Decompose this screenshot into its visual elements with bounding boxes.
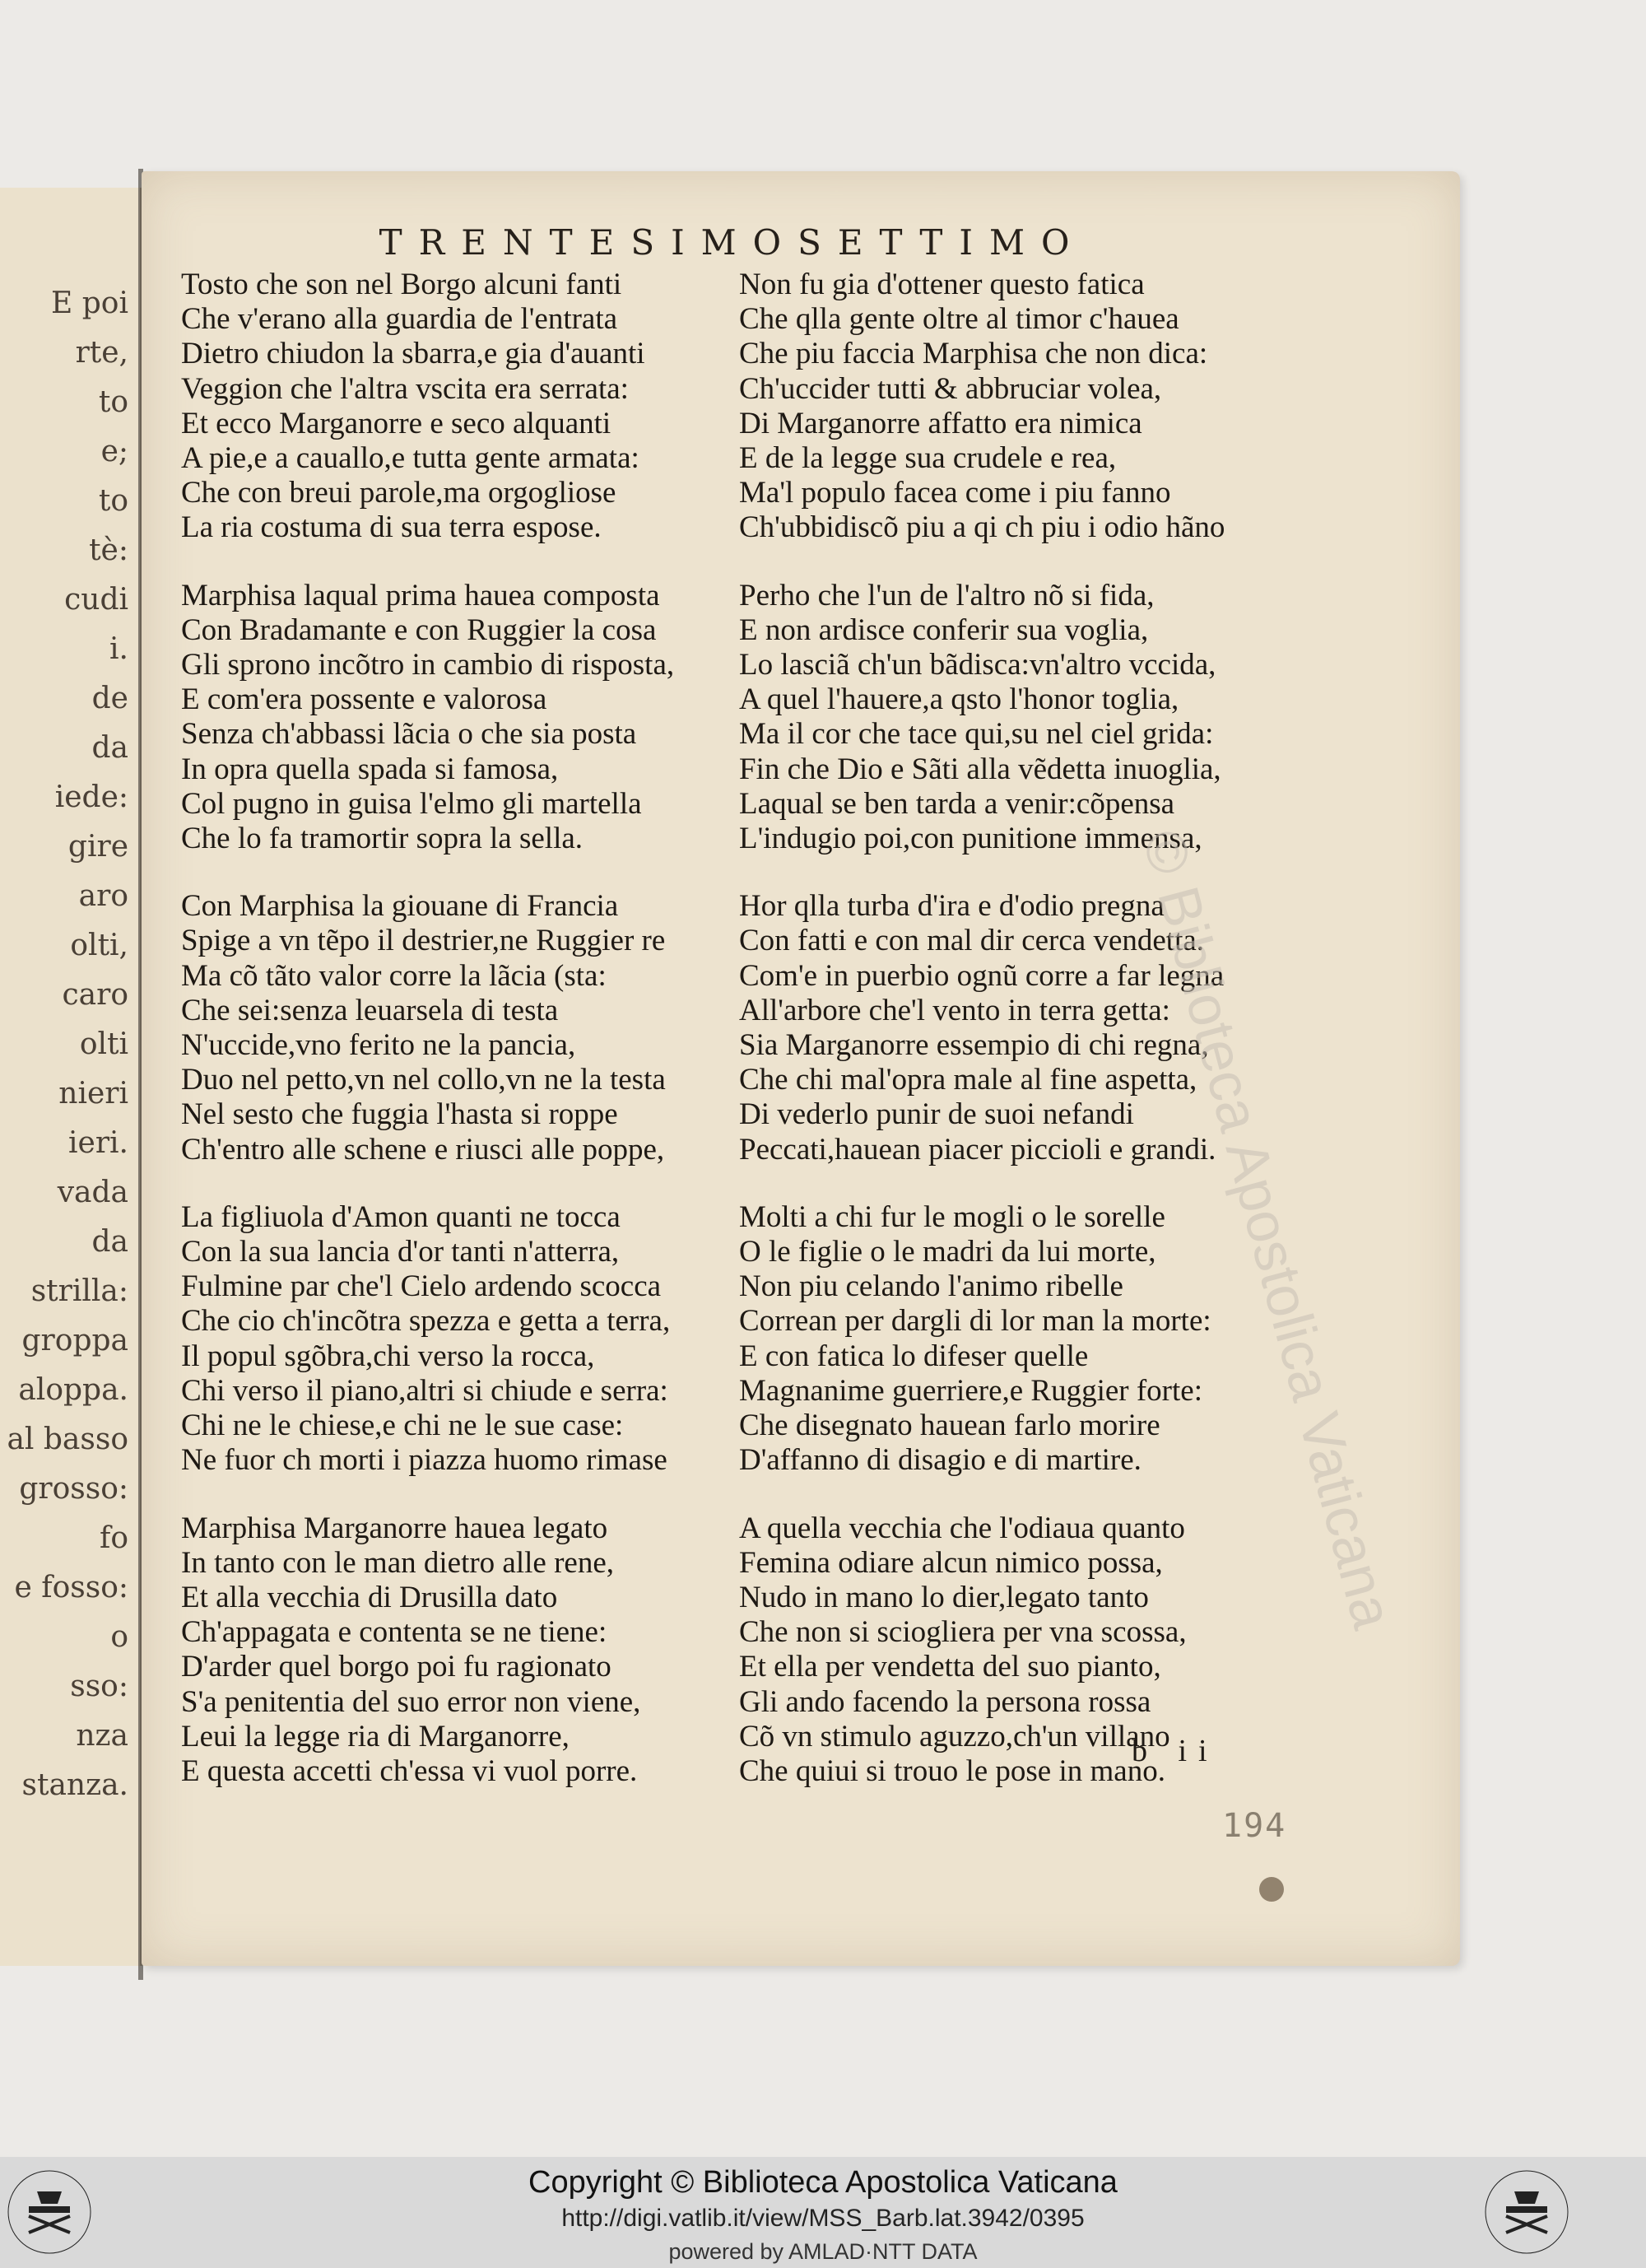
verse-line: Con Marphisa la giouane di Francia [181,889,619,924]
verse-line: E com'era possente e valorosa [181,682,547,717]
verse-line: D'arder quel borgo poi fu ragionato [181,1650,611,1684]
stanza [739,1511,1315,1790]
stanza [739,1200,1315,1479]
left-page-line-fragment: gire [67,830,128,864]
verse-line: Dietro chiudon la sbarra,e gia d'auanti [181,337,645,371]
vatican-library-logo-right [1481,2167,1572,2257]
left-page-line-fragment: ieri. [68,1126,128,1160]
verse-line: Con la sua lancia d'or tanti n'atterra, [181,1235,620,1269]
verse-line: Non piu celando l'animo ribelle [739,1269,1123,1304]
verse-line: Che qlla gente oltre al timor c'hauea [739,302,1179,337]
watermark: © Biblioteca Apostolica Vaticana [1130,823,1406,1636]
verse-line: Ch'uccider tutti & abbruciar volea, [739,371,1162,406]
verse-line: L'indugio poi,con punitione immensa, [739,822,1202,856]
verse-line: E de la legge sua crudele e rea, [739,441,1117,476]
verse-line: Et alla vecchia di Drusilla dato [181,1580,558,1614]
source-url[interactable]: http://digi.vatlib.it/view/MSS_Barb.lat.3942/0395 [561,2205,1085,2232]
left-page-line-fragment: o [110,1620,128,1654]
verse-line: Ch'entro alle schene e riusci alle poppe, [181,1132,665,1167]
left-page-line-fragment: caro [62,978,128,1012]
verse-line: Sia Marganorre essempio di chi regna, [739,1028,1209,1063]
verse-line: Cõ vn stimulo aguzzo,ch'un villano [739,1719,1170,1753]
left-page-line-fragment: grosso: [19,1472,128,1506]
left-page-line-fragment: fo [100,1521,128,1555]
stanza [181,1200,757,1479]
left-page-line-fragment: sso: [70,1670,128,1703]
left-page-line-fragment: i. [109,632,128,666]
verse-line: In opra quella spada si famosa, [181,752,559,786]
left-page-line-fragment: e fosso: [14,1571,128,1604]
verse-line: Magnanime guerriere,e Ruggier forte: [739,1373,1202,1408]
verse-line: Ch'appagata e contenta se ne tiene: [181,1615,607,1650]
verse-line: Nel sesto che fuggia l'hasta si roppe [181,1097,618,1132]
verse-line: Che sei:senza leuarsela di testa [181,993,559,1027]
verse-line: All'arbore che'l vento in terra getta: [739,993,1170,1027]
papal-keys-icon [1481,2167,1572,2257]
verse-line: D'affanno di disagio e di martire. [739,1443,1142,1478]
verse-line: Laqual se ben tarda a venir:cõpensa [739,786,1175,821]
verse-line: In tanto con le man dietro alle rene, [181,1545,615,1580]
verse-line: Che piu faccia Marphisa che non dica: [739,337,1208,371]
left-page-line-fragment: rte, [75,336,128,370]
folio-number: 194 [1222,1807,1287,1845]
verse-line: Tosto che son nel Borgo alcuni fanti [181,268,622,301]
verse-line: Nudo in mano lo dier,legato tanto [739,1580,1149,1614]
running-head: TRENTESIMOSETTIMO [379,222,1086,263]
left-page-line-fragment: E poi [51,286,128,320]
verse-line: Et ella per vendetta del suo pianto, [739,1650,1161,1684]
verse-line: Fin che Dio e Sãti alla vẽdetta inuoglia, [739,752,1221,786]
verse-line: Femina odiare alcun nimico possa, [739,1545,1163,1580]
verse-line: Et ecco Marganorre e seco alquanti [181,406,611,440]
signature-mark: b ii [1132,1734,1219,1768]
stanza [181,268,757,546]
verse-line: A quel l'hauere,a qsto l'honor toglia, [739,682,1179,717]
verse-line: A pie,e a cauallo,e tutta gente armata: [181,441,639,476]
verse-line: O le figlie o le madri da lui morte, [739,1235,1156,1269]
verse-line: A quella vecchia che l'odiaua quanto [739,1511,1185,1545]
stanza [181,1511,757,1790]
verse-line: Molti a chi fur le mogli o le sorelle [739,1199,1165,1234]
verse-line: Di vederlo punir de suoi nefandi [739,1097,1134,1132]
stanza [739,268,1315,546]
verse-line: Marphisa laqual prima hauea composta [181,578,660,612]
left-page-line-fragment: strilla: [30,1274,128,1308]
left-page-line-fragment: al basso [7,1423,128,1456]
verse-line: E questa accetti ch'essa vi vuol porre. [181,1753,638,1788]
verse-line: Ch'ubbidiscõ piu a qi ch piu i odio hãno [739,510,1225,545]
verse-line: Che chi mal'opra male al fine aspetta, [739,1063,1197,1097]
left-page-line-fragment: da [91,731,128,765]
left-page-line-fragment: stanza. [21,1768,128,1802]
verse-line: Chi ne le chiese,e chi ne le sue case: [181,1409,624,1443]
verse-line: Che v'erano alla guardia de l'entrata [181,302,618,337]
verse-line: Hor qlla turba d'ira e d'odio pregna [739,889,1165,924]
verse-line: Con fatti e con mal dir cerca vendetta. [739,924,1205,958]
verse-line: N'uccide,vno ferito ne la pancia, [181,1028,576,1063]
verse-line: Lo lasciã ch'un bãdisca:vn'altro vccida, [739,648,1216,682]
verse-line: E non ardisce conferir sua voglia, [739,612,1149,647]
ink-stain [1259,1877,1284,1902]
left-page-line-fragment: aloppa. [18,1373,128,1407]
left-page-line-fragment: iede: [54,780,128,814]
verse-line: Peccati,hauean piacer piccioli e grandi. [739,1132,1216,1167]
left-page-line-fragment: vada [57,1176,128,1209]
verse-line: Il popul sgõbra,chi verso la rocca, [181,1339,595,1373]
stanza [181,889,757,1167]
stanza [739,579,1315,857]
verse-line: Correan per dargli di lor man la morte: [739,1304,1211,1339]
verse-line: La ria costuma di sua terra espose. [181,510,602,545]
verse-line: Marphisa Marganorre hauea legato [181,1511,608,1545]
verse-line: Com'e in puerbio ognũ corre a far legna [739,958,1225,993]
left-page-line-fragment: olti [79,1027,128,1061]
verse-line: Che lo fa tramortir sopra la sella. [181,822,584,856]
verse-line: Che quiui si trouo le pose in mano. [739,1753,1165,1788]
left-page-line-fragment: de [91,682,128,715]
verse-line: Ne fuor ch morti i piazza huomo rimase [181,1443,667,1478]
verse-line: Leui la legge ria di Marganorre, [181,1719,570,1753]
verse-line: Ma il cor che tace qui,su nel ciel grida: [739,717,1214,752]
copyright-text: Copyright © Biblioteca Apostolica Vaticana [528,2165,1118,2200]
verse-line: Ma'l populo facea come i piu fanno [739,476,1171,510]
verse-line: Che non si sciogliera per vna scossa, [739,1615,1187,1650]
left-page-line-fragment: olti, [70,929,128,962]
verse-line: Con Bradamante e con Ruggier la cosa [181,612,657,647]
left-page-line-fragment: to [98,484,128,518]
verse-line: Che disegnato hauean farlo morire [739,1409,1160,1443]
powered-by-text: powered by AMLAD·NTT DATA [668,2239,978,2264]
verse-line: S'a penitentia del suo error non viene, [181,1684,641,1719]
verse-line: Col pugno in guisa l'elmo gli martella [181,786,642,821]
left-page-line-fragment: da [91,1225,128,1259]
verse-line: La figliuola d'Amon quanti ne tocca [181,1199,621,1234]
verse-line: Senza ch'abbassi lãcia o che sia posta [181,717,637,752]
left-page-line-fragment: nieri [58,1077,128,1111]
left-page-line-fragment: nza [76,1719,128,1753]
verse-line: Gli ando facendo la persona rossa [739,1684,1151,1719]
stanza [181,579,757,857]
verse-line: Che con breui parole,ma orgogliose [181,476,616,510]
copyright-footer [0,2157,1646,2268]
verse-line: Di Marganorre affatto era nimica [739,406,1142,440]
left-page-fragment [0,188,142,1966]
left-page-line-fragment: groppa [21,1324,128,1358]
left-page-line-fragment: to [98,385,128,419]
left-page-line-fragment: aro [78,879,128,913]
left-page-line-fragment: e; [100,435,128,468]
verse-line: Spige a vn tẽpo il destrier,ne Ruggier re [181,924,666,958]
verse-column-left [181,268,757,1822]
verse-line: Ma cõ tãto valor corre la lãcia (sta: [181,958,607,993]
verse-line: Duo nel petto,vn nel collo,vn ne la testa [181,1063,666,1097]
verse-line: Non fu gia d'ottener questo fatica [739,268,1145,301]
left-page-line-fragment: cudi [64,583,128,617]
verse-line: Gli sprono incõtro in cambio di risposta, [181,648,675,682]
verse-line: Veggion che l'altra vscita era serrata: [181,371,629,406]
verse-line: E con fatica lo difeser quelle [739,1339,1089,1373]
left-page-line-fragment: tè: [89,533,128,567]
verse-line: Chi verso il piano,altri si chiude e serra: [181,1373,668,1408]
verse-line: Che cio ch'incõtra spezza e getta a terra, [181,1304,671,1339]
verse-line: Fulmine par che'l Cielo ardendo scocca [181,1269,662,1304]
verse-line: Perho che l'un de l'altro nõ si fida, [739,578,1155,612]
